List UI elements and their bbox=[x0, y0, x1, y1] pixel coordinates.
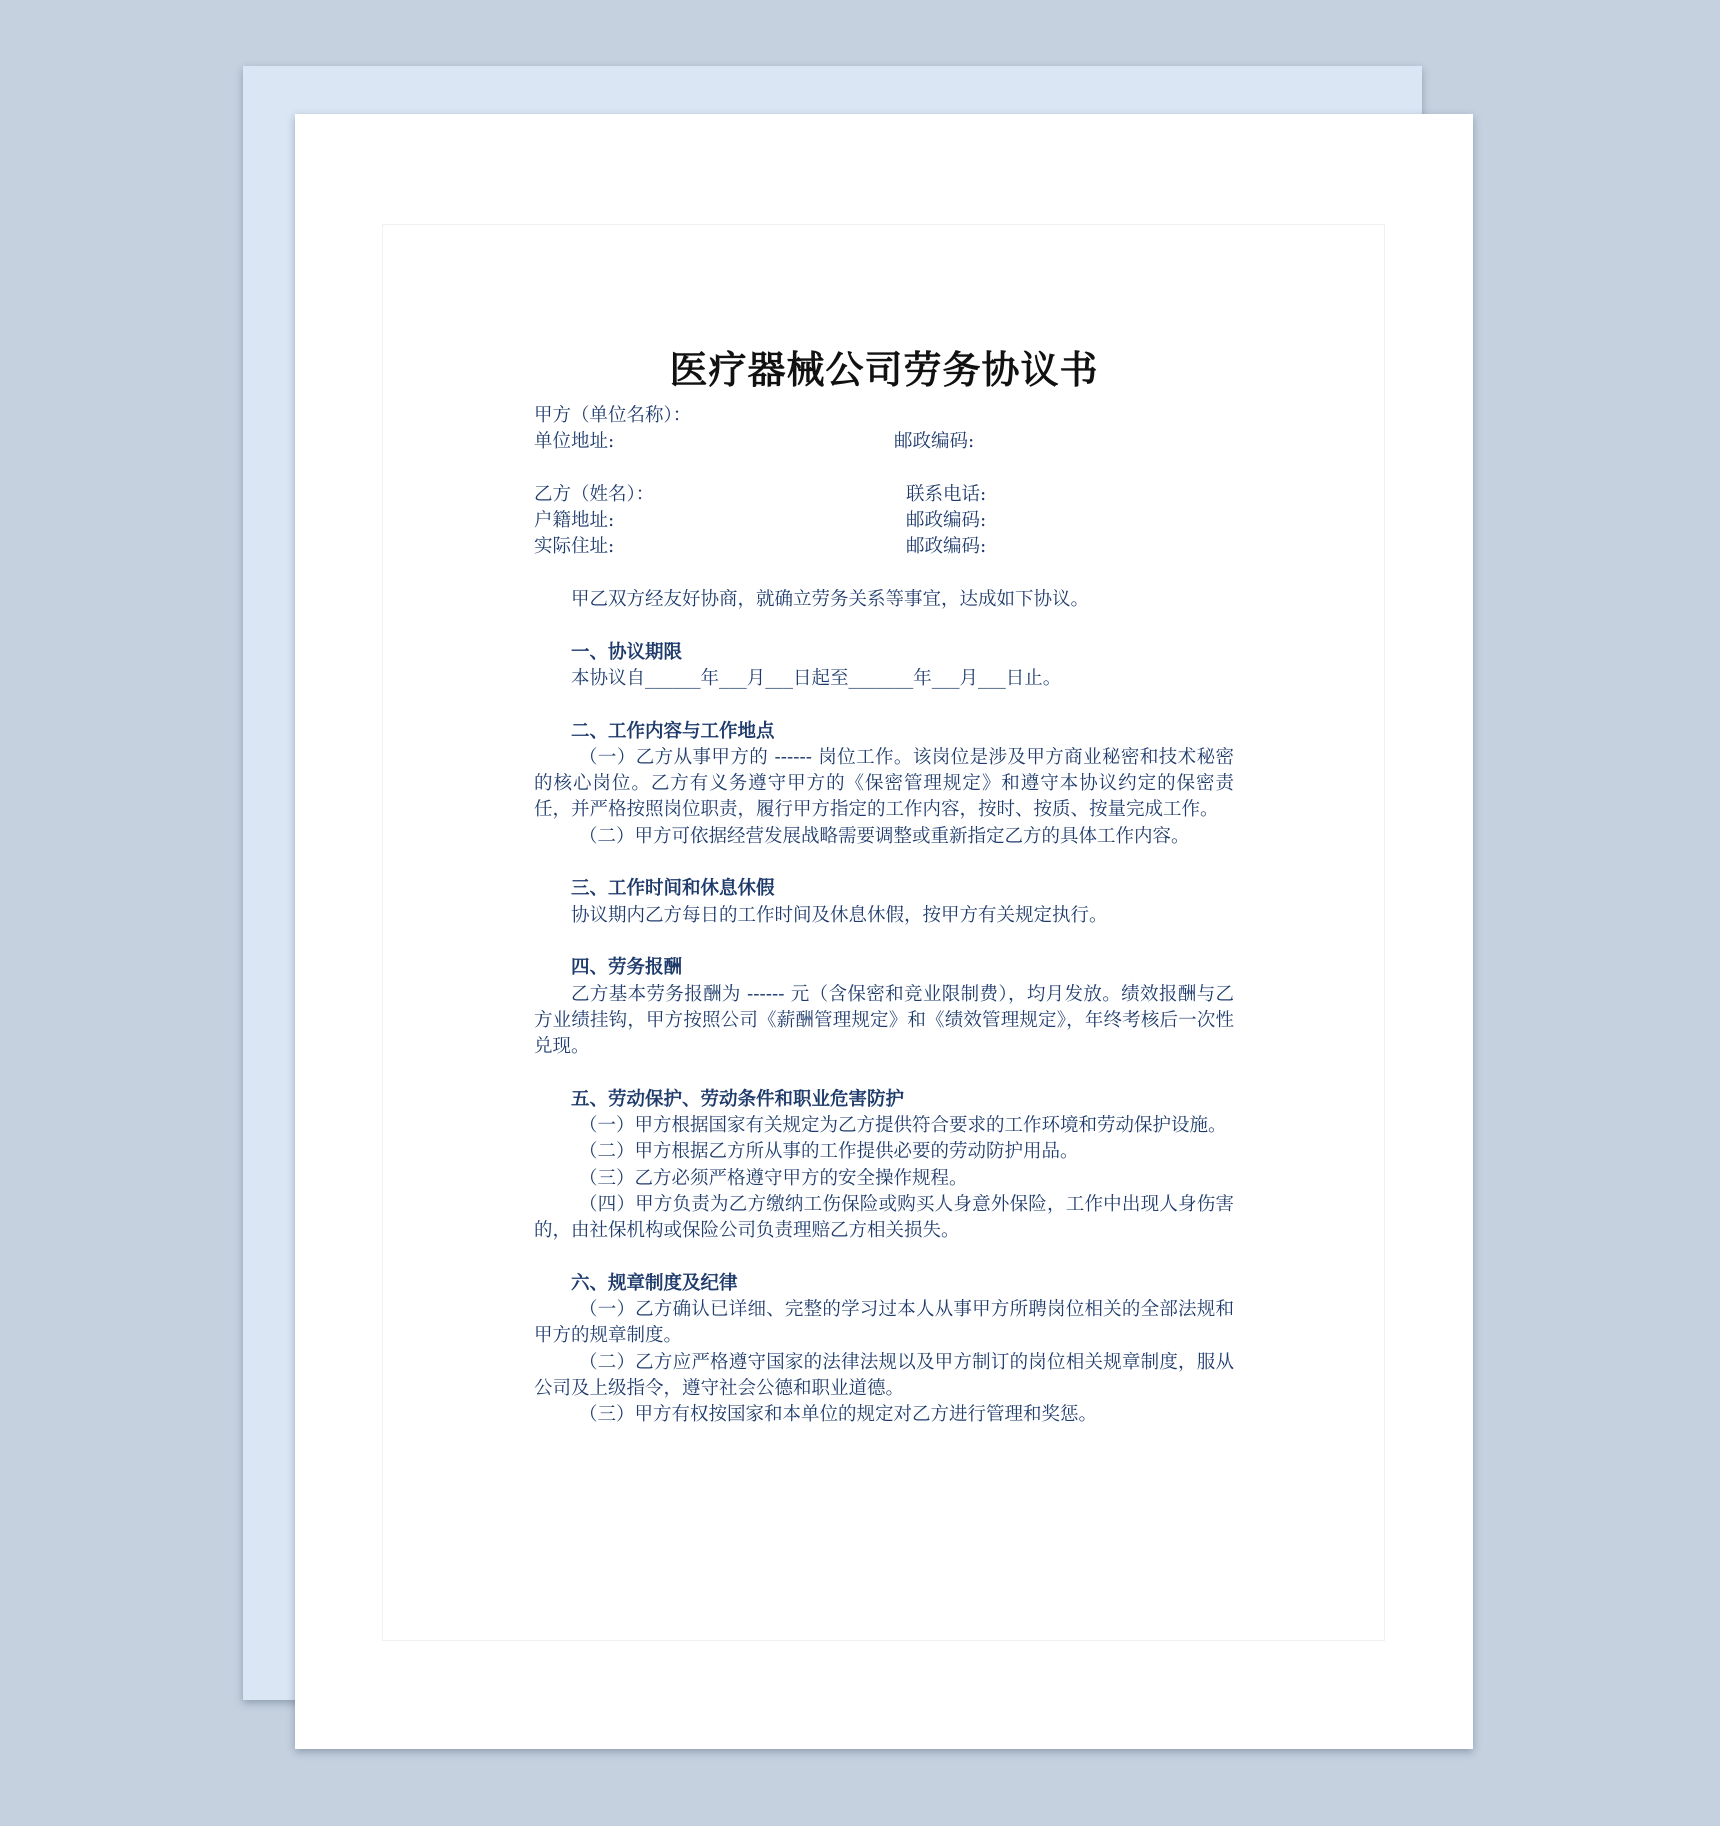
section-paragraph: 乙方基本劳务报酬为 ------ 元（含保密和竞业限制费），均月发放。绩效报酬与乙方业绩挂钩，甲方按照公司《薪酬管理规定》和《绩效管理规定》，年终考核后一次性兑现。 bbox=[534, 983, 1234, 1058]
spacer bbox=[534, 613, 1234, 639]
document-page bbox=[295, 114, 1473, 1749]
section-heading: 二、工作内容与工作地点 bbox=[571, 720, 775, 742]
party-a-postcode-label: 邮政编码: bbox=[894, 431, 975, 453]
spacer bbox=[534, 561, 1234, 587]
section-paragraph: （三）乙方必须严格遵守甲方的安全操作规程。 bbox=[579, 1167, 968, 1189]
section-1 bbox=[534, 640, 1234, 693]
section-heading: 三、工作时间和休息休假 bbox=[571, 878, 775, 900]
section-heading: 一、协议期限 bbox=[571, 641, 683, 663]
section-paragraph: （一）乙方确认已详细、完整的学习过本人从事甲方所聘岗位相关的全部法规和甲方的规章制度。 bbox=[534, 1299, 1234, 1347]
party-b-phone-label: 联系电话: bbox=[906, 483, 987, 505]
intro-paragraph: 甲乙双方经友好协商，就确立劳务关系等事宜，达成如下协议。 bbox=[571, 589, 1090, 611]
spacer bbox=[534, 456, 1234, 482]
section-paragraph: （一）乙方从事甲方的 ------ 岗位工作。该岗位是涉及甲方商业秘密和技术秘密的核心岗位。乙方有义务遵守甲方的《保密管理规定》和遵守本协议约定的保密责任，并严格按照岗位职责，履行甲方指定的工作内容，按时、按质、按量完成工作。 bbox=[534, 746, 1234, 821]
section-2 bbox=[534, 719, 1234, 850]
spacer bbox=[534, 1060, 1234, 1086]
spacer bbox=[534, 1245, 1234, 1271]
section-paragraph: （二）乙方应严格遵守国家的法律法规以及甲方制订的岗位相关规章制度，服从公司及上级指令，遵守社会公德和职业道德。 bbox=[534, 1351, 1234, 1399]
party-a-block bbox=[534, 403, 1234, 456]
section-paragraph: 本协议自______年___月___日起至_______年___月___日止。 bbox=[571, 667, 1062, 689]
party-b-residence-label: 实际住址: bbox=[534, 536, 615, 558]
spacer bbox=[534, 929, 1234, 955]
section-paragraph: （二）甲方可依据经营发展战略需要调整或重新指定乙方的具体工作内容。 bbox=[579, 825, 1190, 847]
party-b-residence-postcode-label: 邮政编码: bbox=[906, 536, 987, 558]
section-3 bbox=[534, 876, 1234, 929]
party-b-name-label: 乙方（姓名）： bbox=[534, 483, 655, 505]
section-5 bbox=[534, 1087, 1234, 1245]
party-b-household-postcode-label: 邮政编码: bbox=[906, 510, 987, 532]
spacer bbox=[534, 692, 1234, 718]
party-b-household-label: 户籍地址: bbox=[534, 510, 615, 532]
party-a-name-label: 甲方（单位名称）： bbox=[534, 405, 692, 426]
section-6 bbox=[534, 1271, 1234, 1429]
section-paragraph: （二）甲方根据乙方所从事的工作提供必要的劳动防护用品。 bbox=[579, 1141, 1079, 1163]
section-heading: 四、劳务报酬 bbox=[571, 957, 683, 979]
section-paragraph: （一）甲方根据国家有关规定为乙方提供符合要求的工作环境和劳动保护设施。 bbox=[579, 1115, 1227, 1137]
section-4 bbox=[534, 955, 1234, 1060]
section-heading: 六、规章制度及纪律 bbox=[571, 1272, 738, 1294]
section-paragraph: （三）甲方有权按国家和本单位的规定对乙方进行管理和奖惩。 bbox=[579, 1404, 1098, 1426]
party-a-address-label: 单位地址: bbox=[534, 431, 615, 453]
section-paragraph: 协议期内乙方每日的工作时间及休息休假，按甲方有关规定执行。 bbox=[571, 904, 1108, 926]
section-heading: 五、劳动保护、劳动条件和职业危害防护 bbox=[571, 1088, 905, 1110]
document-title: 医疗器械公司劳务协议书 bbox=[669, 347, 1099, 392]
spacer bbox=[534, 850, 1234, 876]
agreement-body bbox=[534, 345, 1234, 1429]
section-paragraph: （四）甲方负责为乙方缴纳工伤保险或购买人身意外保险，工作中出现人身伤害的，由社保机构或保险公司负责理赔乙方相关损失。 bbox=[534, 1193, 1234, 1242]
party-b-block bbox=[534, 482, 1234, 561]
